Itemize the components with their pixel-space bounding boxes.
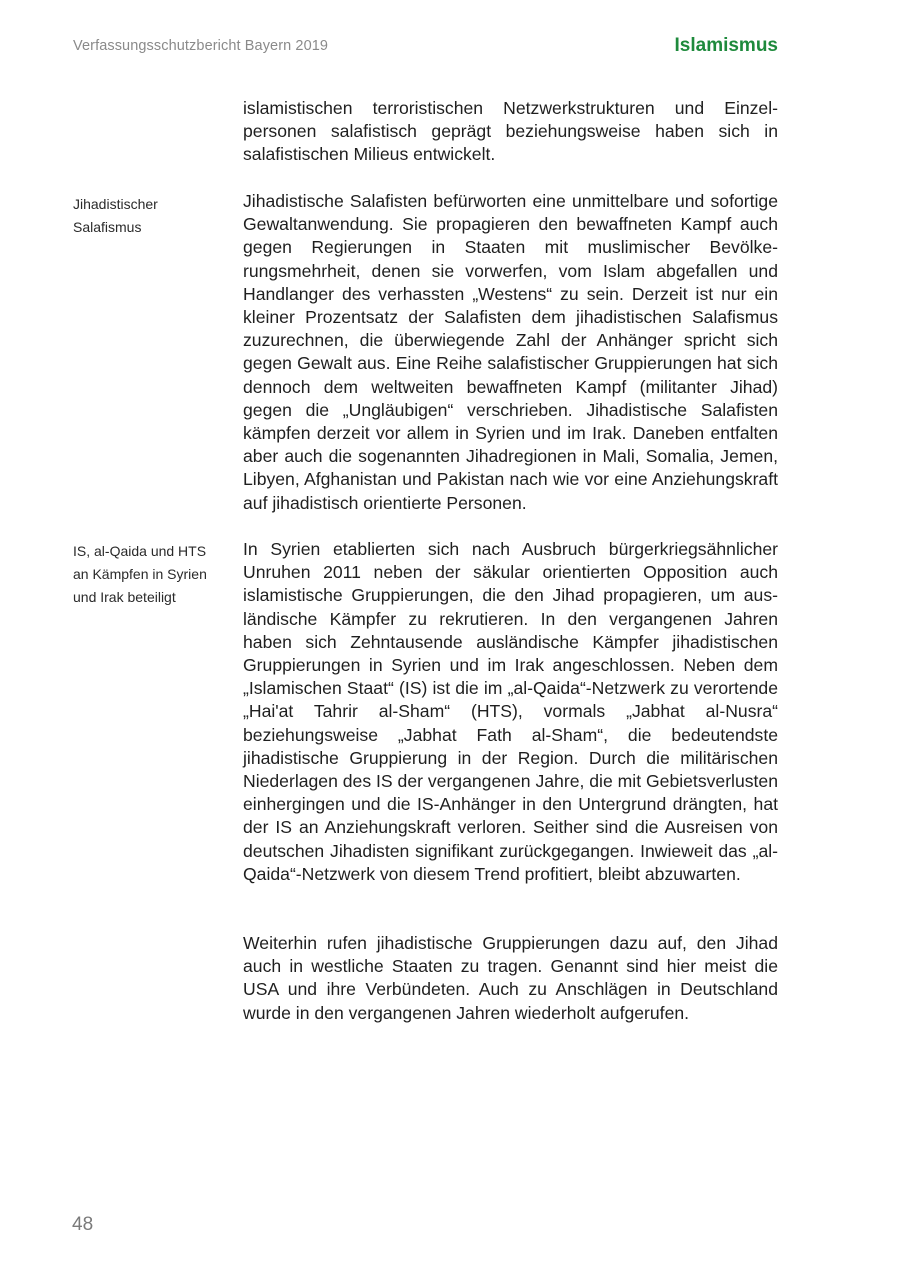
paragraph-4: Weiterhin rufen jihadistische Gruppierungen dazu auf, den Jihad auch in westliche Staaten zu tragen. Genannt sind hier meist die USA und ihre Verbündeten. Auch zu Anschlägen in Deutschland wurde in den vergangenen Jahren wiederholt aufgerufen.: [243, 933, 778, 1023]
page-number: 48: [72, 1214, 94, 1235]
section-title: Islamismus: [674, 35, 778, 56]
paragraph-3: In Syrien etablierten sich nach Ausbruch bürgerkriegsähnlicher Unruhen 2011 neben der säkular orientierten Opposition auch islamistische Gruppierungen, die den Jihad propagieren, um ausländische Kämpfer zu rekrutieren. In den vergangenen Jahren haben sich Zehntausende ausländische Kämpfer jihadistischen Gruppierungen in Syrien und im Irak angeschlossen. Neben dem „Islamischen Staat“ (IS) ist die im „al-Qaida“-Netzwerk zu verortende „Hai'at Tahrir al-Sham“ (HTS), vormals „Jabhat al-Nusra“ beziehungsweise „Jabhat Fath al-Sham“, die bedeutendste jihadistische Gruppierung in der Region. Durch die militärischen Niederlagen des IS der vergangenen Jahre, die mit Gebietsverlusten einhergingen und die IS-Anhänger in den Untergrund drängten, hat der IS an Anziehungskraft verloren. Seither sind die Ausreisen von deutschen Jihadisten signifikant zurückgegangen. Inwieweit das „al-Qaida“-Netzwerk von diesem Trend profitiert, bleibt abzuwarten.: [243, 539, 778, 884]
side-note-jihadistischer-salafismus: Jihadistischer Salafismus: [73, 196, 158, 235]
paragraph-2: Jihadistische Salafisten befürworten eine unmittelbare und sofortige Gewaltanwendung. Sie propagieren den bewaffneten Kampf auch gegen Regierungen in Staaten mit muslimischer Bevölkerungsmehrheit, denen sie vorwerfen, vom Islam abgefallen und Handlanger des verhassten „Westens“ zu sein. Derzeit ist nur ein kleiner Prozentsatz der Salafisten dem jihadistischen Salafismus zuzurechnen, die überwiegende Zahl der Anhänger spricht sich gegen Gewalt aus. Eine Reihe salafistischer Gruppierungen hat sich dennoch dem weltweiten bewaffneten Kampf (militanter Jihad) gegen die „Ungläubigen“ verschrieben. Jihadistische Salafisten kämpfen derzeit vor allem in Syrien und im Irak. Daneben entfalten aber auch die sogenannten Jihadregionen in Mali, Somalia, Jemen, Libyen, Afghanistan und Pakistan nach wie vor eine Anziehungskraft auf jihadistisch orientierte Personen.: [243, 191, 778, 513]
paragraph-1: islamistischen terroristischen Netzwerkstrukturen und Einzelpersonen salafistisch geprägt beziehungsweise haben sich in salafistischen Milieus entwickelt.: [243, 98, 778, 165]
document-title: Verfassungsschutzbericht Bayern 2019: [73, 38, 329, 54]
side-note-is-al-qaida-hts: IS, al-Qaida und HTS an Kämpfen in Syrien und Irak beteiligt: [73, 543, 207, 605]
